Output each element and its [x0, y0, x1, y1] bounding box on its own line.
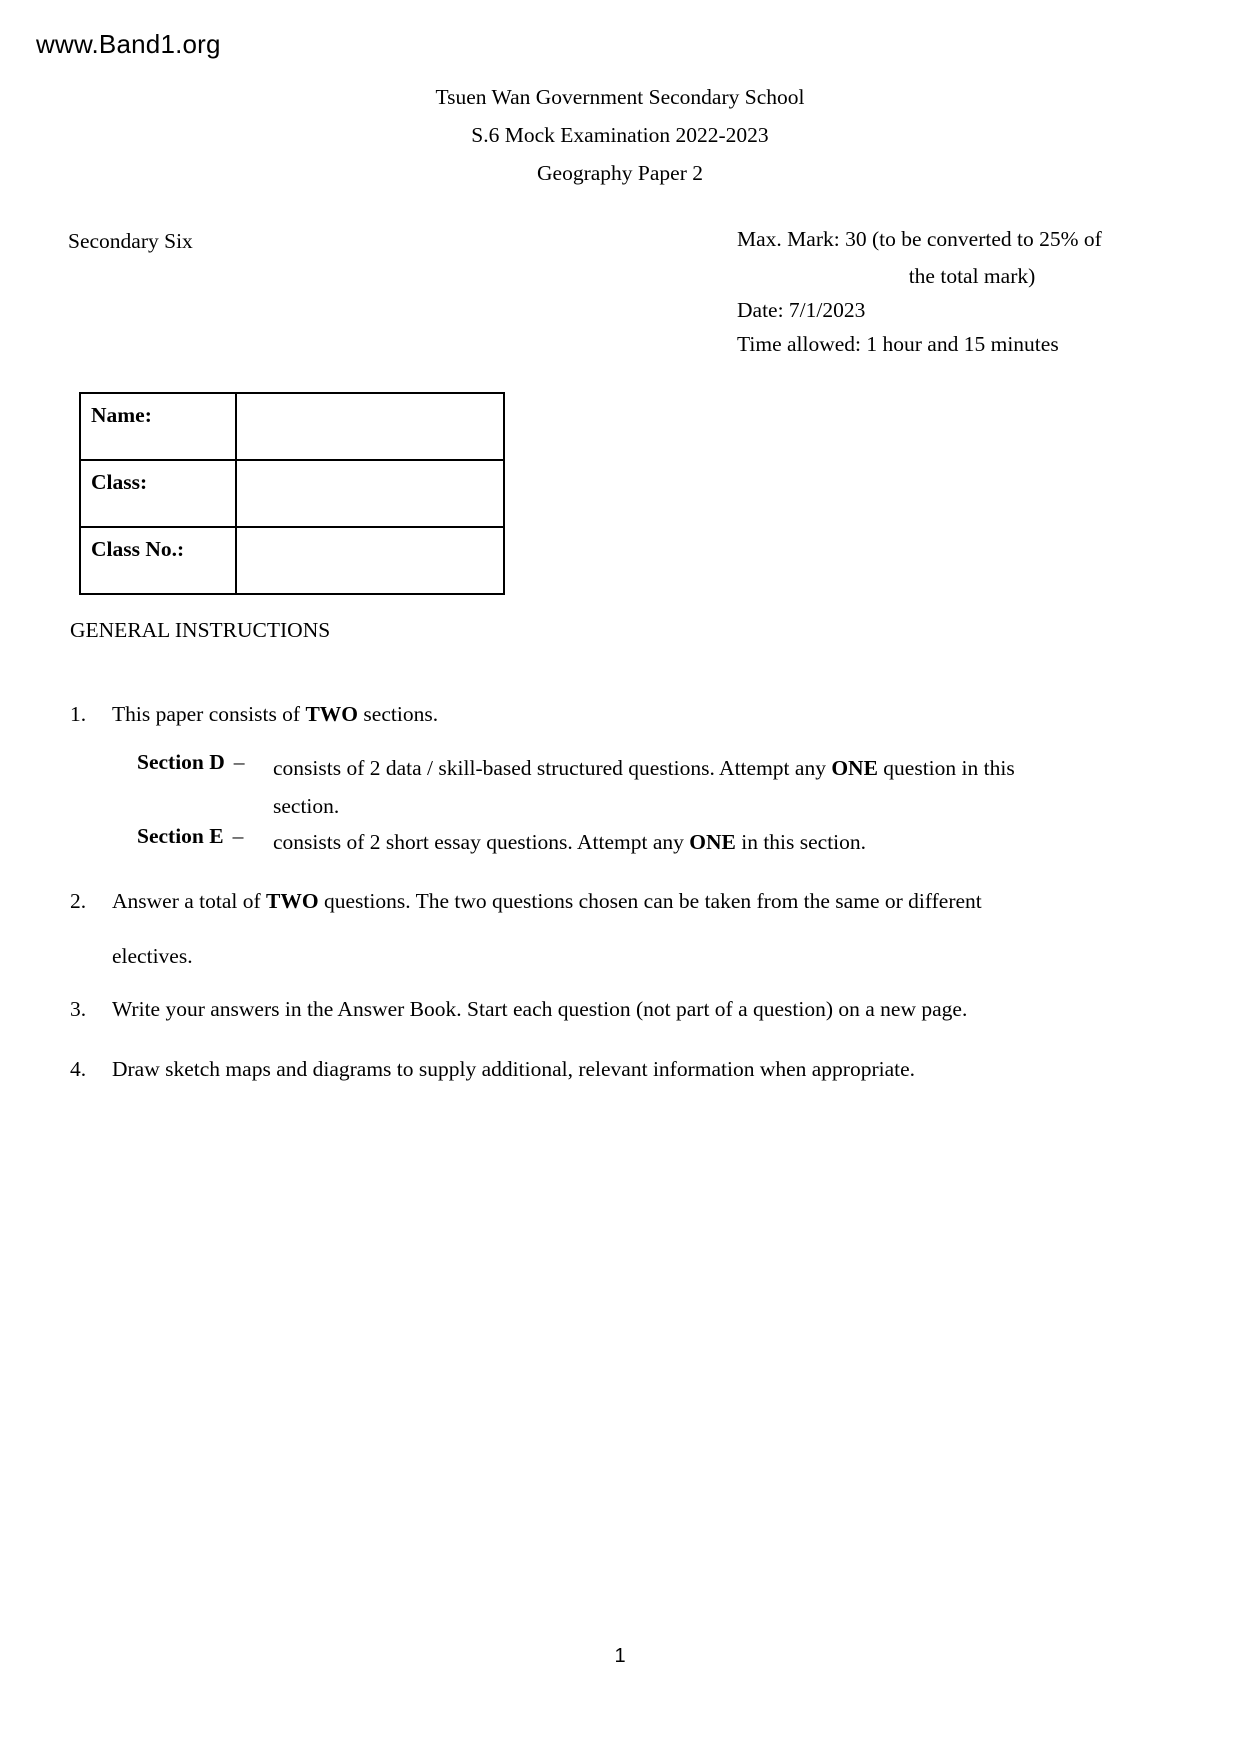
class-no-value-cell: [236, 527, 504, 594]
instruction-item-3: [70, 996, 1140, 1023]
item-2-text: Answer a total of TWO questions. The two questions chosen can be taken from the same or different: [112, 889, 982, 913]
item-3-text: Write your answers in the Answer Book. Start each question (not part of a question) on a new page.: [112, 997, 968, 1021]
class-label: Class:: [80, 460, 236, 527]
table-row-class-no: [80, 527, 504, 594]
section-e-row: [137, 823, 1037, 861]
name-label: Name:: [80, 393, 236, 460]
exam-date: Date: 7/1/2023: [737, 298, 866, 322]
class-value-cell: [236, 460, 504, 527]
instruction-item-2-line2: electives.: [112, 944, 193, 968]
exam-header: [0, 78, 1240, 192]
item-3-number: 3.: [70, 997, 87, 1021]
student-info-table: [79, 392, 505, 595]
item-2-number: 2.: [70, 889, 87, 913]
exam-title: S.6 Mock Examination 2022-2023: [471, 123, 769, 147]
name-value-cell: [236, 393, 504, 460]
section-d-description-line2: section.: [273, 794, 340, 818]
section-e-label: Section E –: [137, 824, 244, 848]
max-mark-line2: the total mark): [908, 264, 1036, 288]
school-name: Tsuen Wan Government Secondary School: [435, 85, 805, 109]
section-d-description: consists of 2 data / skill-based structured questions. Attempt any ONE question in this section.: [273, 749, 1037, 825]
max-mark-line1: Max. Mark: 30 (to be converted to 25% of: [737, 227, 1102, 251]
section-d-label: Section D –: [137, 750, 245, 774]
item-1-number: 1.: [70, 702, 87, 726]
page-number: 1: [614, 1645, 626, 1667]
student-level: Secondary Six: [68, 229, 193, 253]
site-watermark: www.Band1.org: [36, 29, 221, 59]
class-no-label: Class No.:: [80, 527, 236, 594]
item-4-number: 4.: [70, 1057, 87, 1081]
item-4-text: Draw sketch maps and diagrams to supply additional, relevant information when appropriate.: [112, 1057, 916, 1081]
instruction-item-4: [70, 1056, 1140, 1083]
section-e-dash: –: [232, 824, 244, 848]
instruction-item-2: [70, 888, 1140, 915]
instruction-item-1: [70, 701, 1140, 728]
section-d-dash: –: [233, 750, 245, 774]
section-d-row: [137, 749, 1037, 825]
item-1-text: This paper consists of TWO sections.: [112, 702, 439, 726]
section-e-description: consists of 2 short essay questions. Attempt any ONE in this section.: [273, 830, 867, 854]
table-row-name: [80, 393, 504, 460]
time-allowed: Time allowed: 1 hour and 15 minutes: [737, 332, 1059, 356]
general-instructions-heading: GENERAL INSTRUCTIONS: [70, 618, 331, 642]
paper-title: Geography Paper 2: [537, 161, 703, 185]
table-row-class: [80, 460, 504, 527]
